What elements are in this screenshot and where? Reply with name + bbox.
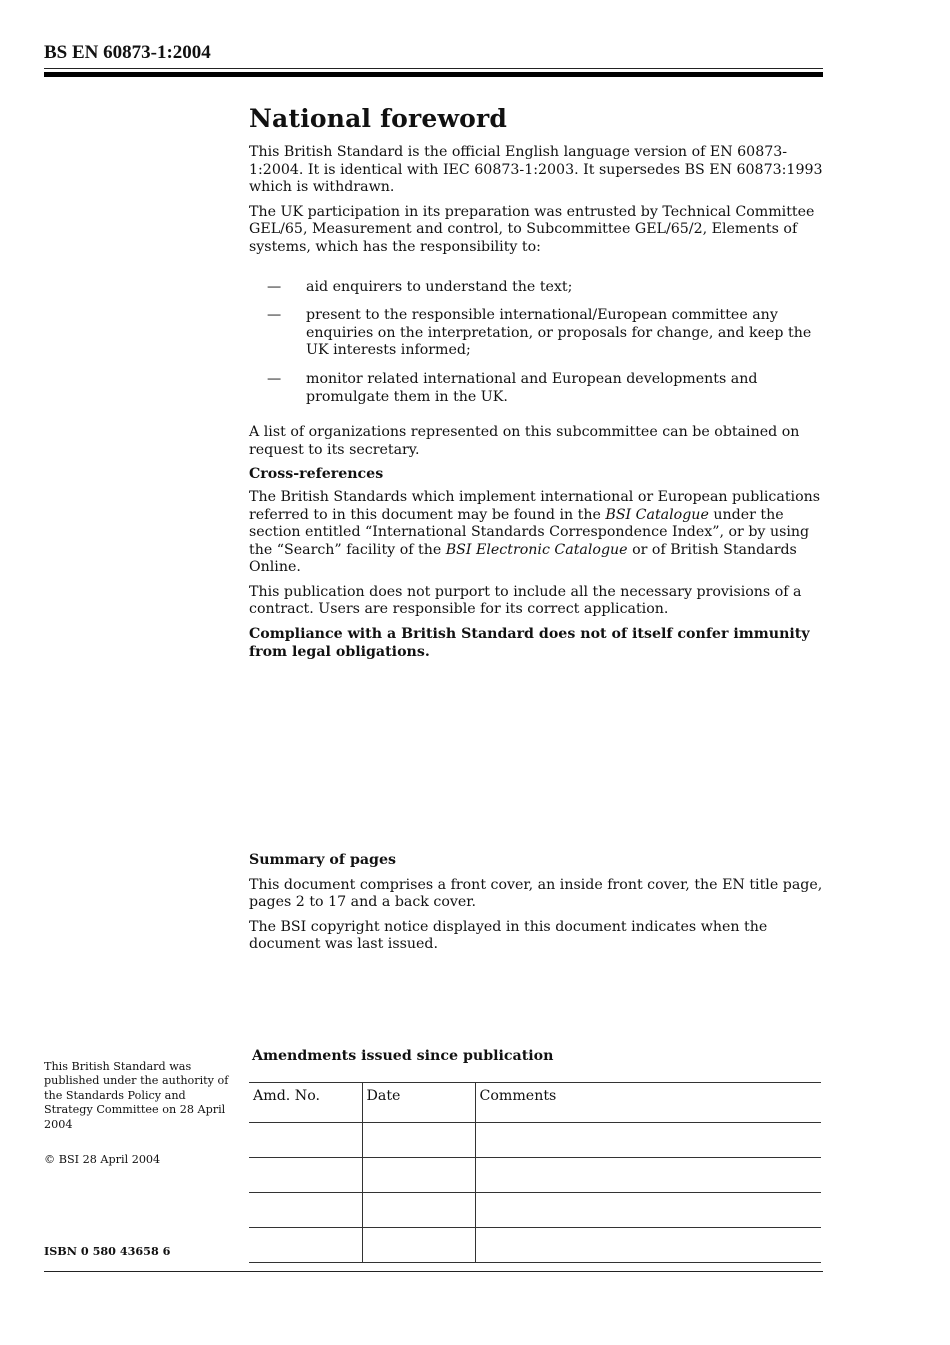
dash-marker: —	[267, 307, 282, 324]
copyright-line: © BSI 28 April 2004	[44, 1153, 161, 1167]
compliance-statement: Compliance with a British Standard does not of itself confer immunity from legal obligations.	[249, 626, 810, 660]
bsi-electronic-catalogue-title: BSI Electronic Catalogue	[445, 541, 628, 558]
dash-marker: —	[267, 278, 282, 295]
committee-paragraph: The UK participation in its preparation was entrusted by Technical Committee GEL/65, Measurement and control, to Subcommittee GEL/65/2, Elements of systems, which has the responsibility to:	[249, 203, 815, 255]
bsi-catalogue-title: BSI Catalogue	[605, 506, 709, 523]
publication-sidebar	[44, 1060, 229, 1167]
national-foreword	[249, 100, 824, 666]
organizations-paragraph: A list of organizations represented on this subcommittee can be obtained on request to its secretary.	[249, 424, 800, 458]
responsibility-list	[249, 279, 824, 407]
copyright-notice-paragraph: The BSI copyright notice displayed in this document indicates when the document was last issued.	[249, 918, 768, 953]
dash-marker: —	[267, 370, 282, 387]
amendments-table	[249, 1082, 821, 1263]
table-row	[249, 1123, 821, 1158]
list-item: — aid enquirers to understand the text;	[267, 278, 573, 295]
page-title: National foreword	[249, 104, 508, 133]
publication-note: This British Standard was published under the authority of the Standards Policy and Strategy Committee on 28 April 2004	[44, 1060, 229, 1131]
provisions-paragraph: This publication does not purport to include all the necessary provisions of a contract. Users are responsible for its correct application.	[249, 583, 802, 618]
footer-rule	[44, 1271, 823, 1272]
amendments-title: Amendments issued since publication	[252, 1048, 554, 1064]
table-row	[249, 1193, 821, 1228]
table-header-row	[249, 1083, 821, 1123]
cross-references-heading: Cross-references	[249, 466, 384, 483]
column-header-amd-no: Amd. No.	[249, 1083, 362, 1123]
list-item: — present to the responsible international/European committee any enquiries on the interpretation, or proposals for change, and keep the UK interests informed;	[267, 307, 812, 359]
list-item: — monitor related international and European developments and promulgate them in the UK.	[267, 370, 758, 405]
isbn: ISBN 0 580 43658 6	[44, 1244, 171, 1258]
column-header-date: Date	[362, 1083, 475, 1123]
summary-heading: Summary of pages	[249, 852, 396, 868]
cross-references-paragraph: The British Standards which implement international or European publications referred to in this document may be found in the BSI Catalogue under the section entitled “International Standards Correspondence Index”, or by using the “Search” facility of the BSI Electronic Catalogue or of British Standards Online.	[249, 488, 821, 576]
summary-paragraph: This document comprises a front cover, an inside front cover, the EN title page, pages 2 to 17 and a back cover.	[249, 876, 823, 911]
table-row	[249, 1228, 821, 1263]
intro-paragraph: This British Standard is the official English language version of EN 60873-1:2004. It is identical with IEC 60873-1:2003. It supersedes BS EN 60873:1993 which is withdrawn.	[249, 144, 823, 196]
table-row	[249, 1158, 821, 1193]
header-rule-thin	[44, 68, 823, 69]
summary-of-pages	[249, 852, 824, 961]
header-rule-thick	[44, 72, 823, 77]
column-header-comments: Comments	[475, 1083, 821, 1123]
standard-identifier: BS EN 60873-1:2004	[44, 42, 211, 63]
